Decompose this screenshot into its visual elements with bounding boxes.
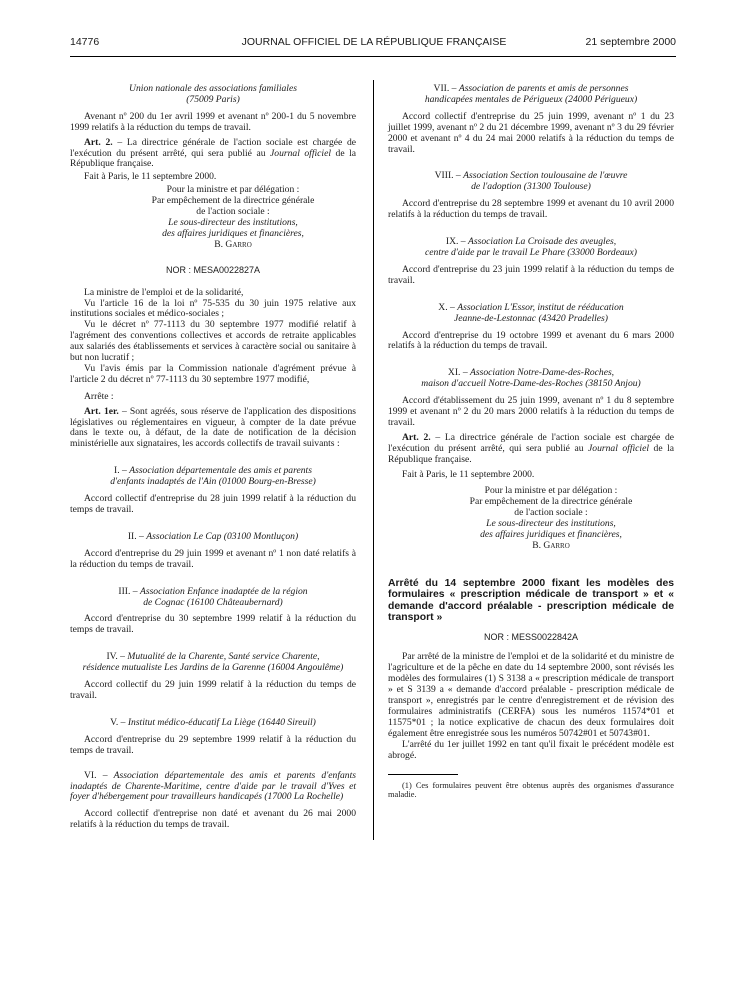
section-text: Accord d'entreprise du 23 juin 1999 relatif à la réduction du temps de travail. [388, 263, 674, 286]
section-heading [70, 771, 356, 804]
section-org: Association départementale des amis et parents d'enfants inadaptés de Charente-Maritime, centre d'aide par le travail d'Yves et foyer d'hébergement pour travailleurs handicapés (17000 La Rochelle) [70, 769, 356, 803]
arrete-body: Par arrêté de la ministre de l'emploi et de la solidarité et du ministre de l'agriculture et de la pêche en date du 14 septembre 2000, sont révisés les modèles des formulaires (1) S 3138 a « prescription médicale de transport » et S 3139 a « demande d'accord préalable - prescription médicale de transport », enregistrés par le centre d'enregistrement et de révision des formulaires administratifs (CERFA) sous les numéros 11574*01 et 11575*01 ; la notice explicative de chacun des deux formulaires doit également être enregistrée sous les numéros 50742#01 et 50743#01. [388, 651, 674, 739]
section-org: Association L'Essor, institut de rééducation [457, 301, 624, 313]
page-number: 14776 [70, 36, 100, 48]
section-text: Accord d'établissement du 25 juin 1999, avenant nº 1 du 8 septembre 1999 et avenant nº 2 du 20 mars 2000 relatifs à la réduction du temps de travail. [388, 395, 674, 428]
article-label: Art. 2. [84, 136, 113, 148]
section-org: Institut médico-éducatif La Liège (16440 Sireuil) [127, 716, 316, 728]
arrete-title: Arrêté du 14 septembre 2000 fixant les modèles des formulaires « prescription médicale de transport » et « demande d'accord préalable - prescription médicale de transport » [388, 577, 674, 624]
section-org: Association Notre-Dame-des-Roches, [470, 367, 615, 379]
section-number: II. – [127, 530, 147, 542]
section-heading [388, 84, 674, 106]
footnote: (1) Ces formulaires peuvent être obtenus auprès des organismes d'assurance maladie. [388, 780, 674, 800]
signature-line: Par empêchement de la directrice générale [469, 496, 633, 508]
section-heading [388, 171, 674, 193]
issue-date: 21 septembre 2000 [585, 36, 676, 48]
article-text: – La directrice générale de l'action sociale est chargée de l'exécution du présent arrêté, qui sera publié au [70, 136, 357, 159]
signatory-name: B. Garro [214, 238, 252, 250]
article-text: – Sont agréés, sous réserve de l'application des dispositions législatives ou réglementaires en vigueur, à compter de la date prévue dans le texte ou, à défaut, de la date de notification de la décision ministérielle aux signataires, les accords collectifs de travail suivants : [70, 405, 356, 450]
section-number: XI. – [447, 367, 471, 379]
section-heading [388, 303, 674, 325]
journal-ref: Journal officiel [588, 442, 650, 454]
section-org: maison d'accueil Notre-Dame-des-Roches (38150 Anjou) [421, 378, 641, 390]
signature-line: Pour la ministre et par délégation : [484, 485, 618, 497]
column-divider [373, 80, 374, 840]
section-text: Accord collectif d'entreprise du 25 juin 1999, avenant nº 1 du 23 juillet 1999, avenant nº 2 du 21 décembre 1999, avenant nº 3 du 29 février 2000 et avenant nº 4 du 24 mai 2000 relatifs à la réduction du temps de travail. [388, 110, 674, 155]
section-heading [70, 718, 356, 729]
avenant-text: Avenant nº 200 du 1er avril 1999 et avenant nº 200-1 du 5 novembre 1999 relatifs à la réduction du temps de travail. [70, 110, 356, 133]
section-org: handicapées mentales de Périgueux (24000 Périgueux) [424, 93, 638, 105]
signature-line: des affaires juridiques et financières, [480, 529, 622, 541]
section-org: de l'adoption (31300 Toulouse) [471, 181, 591, 193]
header-rule [70, 56, 676, 57]
section-number: VIII. – [434, 170, 464, 182]
section-text: Accord collectif d'entreprise non daté et avenant du 26 mai 2000 relatifs à la réduction du temps de travail. [70, 808, 356, 831]
ministre-line: La ministre de l'emploi et de la solidarité, [84, 286, 244, 298]
right-column [388, 84, 674, 800]
section-org: Jeanne-de-Lestonnac (43420 Pradelles) [454, 312, 608, 324]
signatory-name: B. Garro [532, 540, 570, 551]
org-place: (75009 Paris) [186, 93, 240, 105]
section-heading [388, 237, 674, 259]
section-org: Association départementale des amis et parents [129, 465, 312, 477]
section-org: Association Le Cap (03100 Montluçon) [146, 530, 299, 542]
section-org: Association Section toulousaine de l'œuvre [463, 170, 628, 182]
signature-line: Par empêchement de la directrice générale [151, 195, 315, 207]
signature-line: de l'action sociale : [514, 507, 588, 519]
section-heading [388, 368, 674, 390]
section-heading [70, 466, 356, 488]
article-end: de la République française. [388, 442, 675, 465]
signature-line: des affaires juridiques et financières, [162, 227, 304, 239]
section-text: Accord d'entreprise du 29 septembre 1999 relatif à la réduction du temps de travail. [70, 733, 356, 756]
section-org: Association Enfance inadaptée de la région [139, 585, 308, 597]
signature-line: Le sous-directeur des institutions, [168, 216, 298, 228]
vu-clause: Vu le décret nº 77-1113 du 30 septembre 1977 modifié relatif à l'agrément des conventions collectives et accords de retraite applicables aux salariés des établissements et services à caractère social ou sanitaire à but non lucratif ; [70, 319, 356, 364]
section-org: Association La Croisade des aveugles, [468, 236, 617, 248]
article-text: – La directrice générale de l'action sociale est chargée de l'exécution du présent arrêté, qui sera publié au [388, 431, 675, 454]
section-number: V. – [110, 716, 128, 728]
signature-line: Pour la ministre et par délégation : [166, 184, 300, 196]
journal-title: JOURNAL OFFICIEL DE LA RÉPUBLIQUE FRANÇAISE [241, 36, 507, 48]
section-number: I. – [114, 465, 130, 477]
article-label: Art. 1er. [84, 405, 119, 417]
article-2 [388, 433, 674, 466]
section-org: Mutualité de la Charente, Santé service Charente, [127, 651, 320, 663]
section-heading [70, 532, 356, 543]
signature-line: de l'action sociale : [196, 206, 270, 218]
section-heading [70, 587, 356, 609]
journal-ref: Journal officiel [270, 147, 332, 159]
vu-clause: Vu l'avis émis par la Commission nationale d'agrément prévue à l'article 2 du décret nº 77-1113 du 30 septembre 1977 modifié, [70, 362, 356, 385]
article-end: de la République française. [70, 147, 357, 170]
section-text: Accord collectif du 29 juin 1999 relatif à la réduction du temps de travail. [70, 679, 356, 701]
article-2 [70, 138, 356, 171]
fait-a-paris: Fait à Paris, le 11 septembre 2000. [84, 171, 217, 183]
left-column [70, 84, 356, 831]
signature-line: Le sous-directeur des institutions, [486, 518, 616, 530]
arrete-label: Arrête : [84, 390, 114, 402]
article-label: Art. 2. [402, 431, 431, 443]
nor-reference: NOR : MESS0022842A [483, 631, 579, 642]
section-text: Accord d'entreprise du 29 juin 1999 et avenant nº 1 non daté relatifs à la réduction du temps de travail. [70, 547, 356, 570]
org-title: Union nationale des associations familiales [129, 83, 297, 94]
section-heading [70, 652, 356, 674]
section-text: Accord collectif d'entreprise du 28 juin 1999 relatif à la réduction du temps de travail. [70, 493, 356, 515]
section-org: résidence mutualiste Les Jardins de la Garenne (16004 Angoulême) [82, 662, 344, 674]
nor-reference: NOR : MESA0022827A [165, 264, 261, 275]
section-number: VII. – [433, 83, 459, 94]
section-number: IX. – [445, 236, 469, 248]
section-number: III. – [118, 585, 140, 597]
section-number: X. – [438, 301, 458, 313]
article-1 [70, 407, 356, 451]
section-org: Association de parents et amis de personnes [458, 83, 629, 94]
section-org: centre d'aide par le travail Le Phare (33000 Bordeaux) [425, 246, 637, 258]
footnote-rule [388, 774, 458, 775]
section-number: VI. – [84, 769, 114, 781]
section-text: Accord d'entreprise du 19 octobre 1999 et avenant du 6 mars 2000 relatifs à la réduction du temps de travail. [388, 329, 674, 352]
section-org: d'enfants inadaptés de l'Ain (01000 Bourg-en-Bresse) [110, 476, 316, 488]
section-org: de Cognac (16100 Châteaubernard) [143, 596, 283, 608]
section-text: Accord d'entreprise du 28 septembre 1999 et avenant du 10 avril 2000 relatifs à la réduction du temps de travail. [388, 198, 674, 221]
section-number: IV. – [106, 651, 128, 663]
section-text: Accord d'entreprise du 30 septembre 1999 relatif à la réduction du temps de travail. [70, 613, 356, 636]
vu-clause: Vu l'article 16 de la loi nº 75-535 du 30 juin 1975 relative aux institutions sociales et médico-sociales ; [70, 297, 356, 320]
arrete-body: L'arrêté du 1er juillet 1992 en tant qu'il fixait le précédent modèle est abrogé. [388, 738, 674, 761]
fait-a-paris: Fait à Paris, le 11 septembre 2000. [402, 468, 535, 480]
